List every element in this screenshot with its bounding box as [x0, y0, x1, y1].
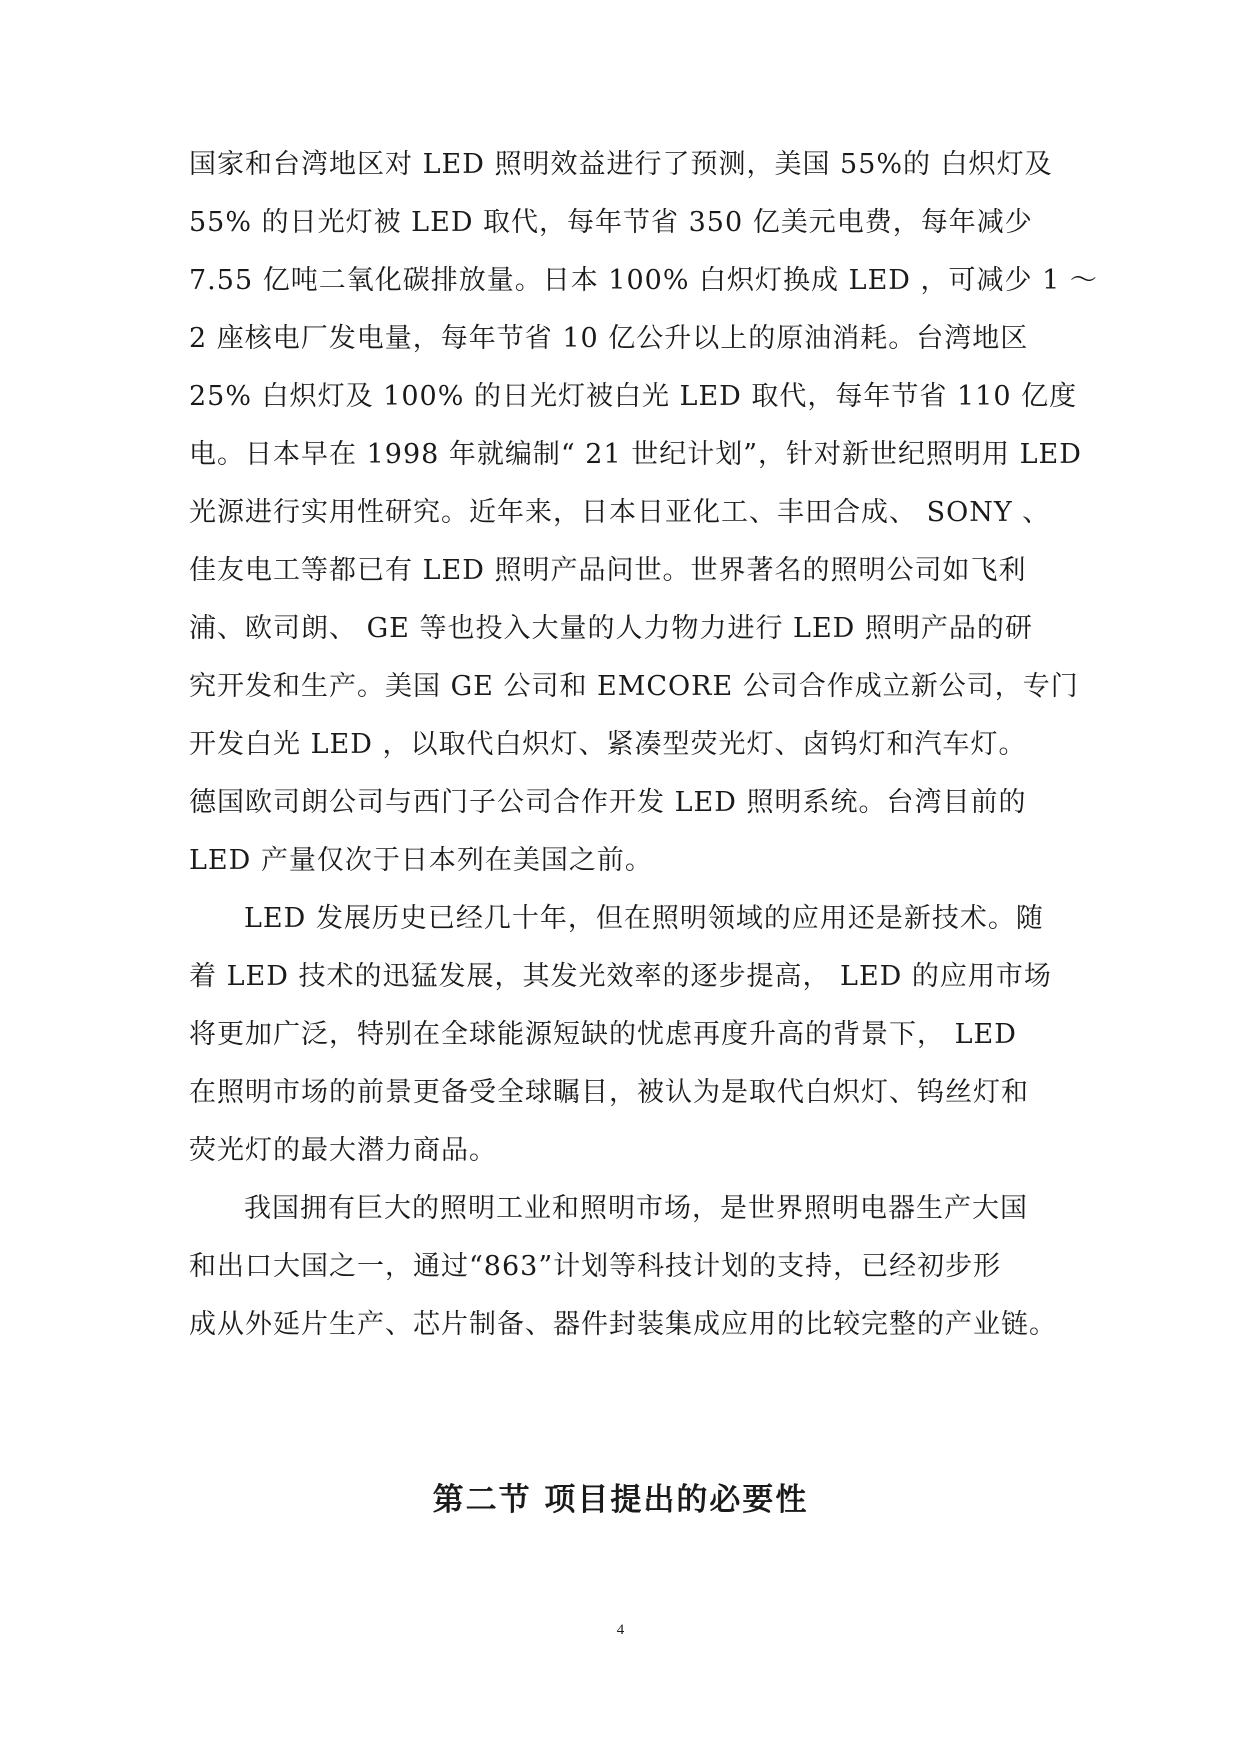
page-number: 4 — [616, 1622, 625, 1638]
paragraph-1-line-10: 究开发和生产。美国 GE 公司和 EMCORE 公司合作成立新公司，专门 — [189, 671, 1079, 702]
paragraph-1-line-2: 55% 的日光灯被 LED 取代，每年节省 350 亿美元电费，每年减少 — [189, 207, 1033, 238]
paragraph-1-line-1: 国家和台湾地区对 LED 照明效益进行了预测，美国 55%的 白炽灯及 — [189, 149, 1053, 180]
paragraph-2-line-1: LED 发展历史已经几十年，但在照明领域的应用还是新技术。随 — [244, 903, 1044, 934]
paragraph-2-line-4: 在照明市场的前景更备受全球瞩目，被认为是取代白炽灯、钨丝灯和 — [189, 1077, 1029, 1108]
paragraph-3-line-1: 我国拥有巨大的照明工业和照明市场，是世界照明电器生产大国 — [244, 1193, 1028, 1224]
paragraph-1-line-9: 浦、欧司朗、 GE 等也投入大量的人力物力进行 LED 照明产品的研 — [189, 613, 1033, 644]
paragraph-3-line-3: 成从外延片生产、芯片制备、器件封装集成应用的比较完整的产业链。 — [189, 1309, 1057, 1340]
paragraph-1-line-8: 佳友电工等都已有 LED 照明产品问世。世界著名的照明公司如飞利 — [189, 555, 1027, 586]
paragraph-1-line-6: 电。日本早在 1998 年就编制“ 21 世纪计划”，针对新世纪照明用 LED — [189, 439, 1082, 470]
paragraph-3-line-2: 和出口大国之一，通过“863”计划等科技计划的支持，已经初步形 — [189, 1251, 1002, 1282]
paragraph-1-line-12: 德国欧司朗公司与西门子公司合作开发 LED 照明系统。台湾目前的 — [189, 787, 1027, 818]
paragraph-1-line-5: 25% 白炽灯及 100% 的日光灯被白光 LED 取代，每年节省 110 亿度 — [189, 381, 1078, 412]
paragraph-1-line-7: 光源进行实用性研究。近年来，日本日亚化工、丰田合成、 SONY 、 — [189, 497, 1051, 528]
paragraph-2-line-2: 着 LED 技术的迅猛发展，其发光效率的逐步提高， LED 的应用市场 — [189, 961, 1052, 992]
paragraph-1-line-3: 7.55 亿吨二氧化碳排放量。日本 100% 白炽灯换成 LED ，可减少 1 ～ — [189, 265, 1098, 296]
section-title: 第二节 项目提出的必要性 — [432, 1482, 809, 1518]
paragraph-1-line-11: 开发白光 LED ，以取代白炽灯、紧凑型荧光灯、卤钨灯和汽车灯。 — [189, 729, 1027, 760]
paragraph-1-line-13: LED 产量仅次于日本列在美国之前。 — [189, 845, 653, 876]
paragraph-2-line-3: 将更加广泛，特别在全球能源短缺的忧虑再度升高的背景下， LED — [189, 1019, 1017, 1050]
paragraph-2-line-5: 荧光灯的最大潜力商品。 — [189, 1135, 497, 1166]
paragraph-1-line-4: 2 座核电厂发电量，每年节省 10 亿公升以上的原油消耗。台湾地区 — [189, 323, 1029, 354]
